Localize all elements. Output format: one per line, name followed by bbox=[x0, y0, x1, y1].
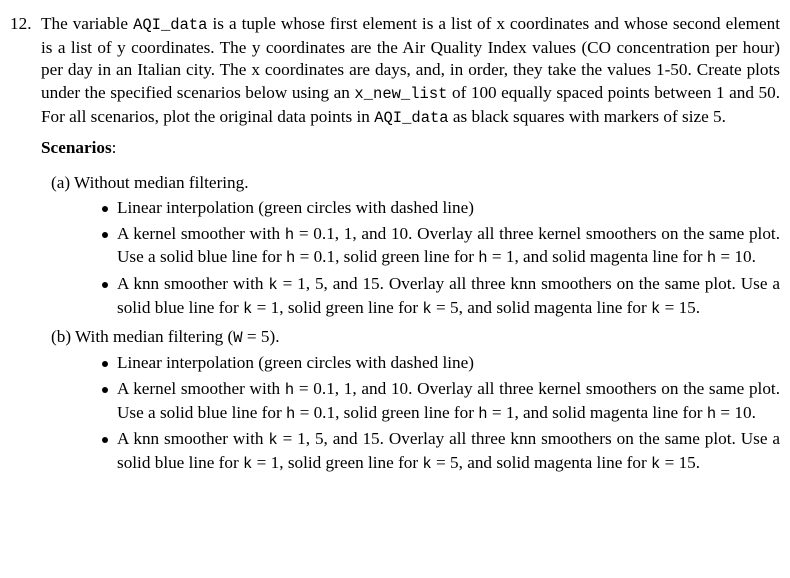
scenario-b-item-kernel: A kernel smoother with h = 0.1, 1, and 10. Overlay all three kernel smoothers on the same plot. Use a solid blue line for h = 0.1, solid green line for h = 1, and solid magenta line for h = 10. bbox=[117, 378, 780, 425]
scenarios-heading bbox=[41, 137, 780, 160]
scenario-a-item-kernel: A kernel smoother with h = 0.1, 1, and 10. Overlay all three kernel smoothers on the same plot. Use a solid blue line for h = 0.1, solid green line for h = 1, and solid magenta line for h = 10. bbox=[117, 223, 780, 270]
scenario-a bbox=[10, 172, 780, 320]
problem-intro: The variable AQI_data is a tuple whose first element is a list of x coordinates and whose second element is a list of y coordinates. The y coordinates are the Air Quality Index values (CO concentration per hour) per day in an Italian city. The x coordinates are days, and, in order, they take the values 1-50. Create plots under the specified scenarios below using an x_new_list of 100 equally spaced points between 1 and 50. For all scenarios, plot the original data points in AQI_data as black squares with markers of size 5. bbox=[41, 14, 780, 127]
code-token: k bbox=[243, 299, 253, 318]
code-token: h bbox=[284, 380, 295, 399]
code-token: k bbox=[422, 299, 432, 318]
code-token: k bbox=[243, 454, 253, 473]
scenario-a-list bbox=[10, 197, 780, 321]
code-token: h bbox=[706, 249, 717, 268]
code-token: k bbox=[650, 454, 661, 473]
code-token: h bbox=[284, 225, 295, 244]
scenario-b-label: (b) With median filtering (W = 5). bbox=[51, 327, 280, 348]
scenario-a-label: (a) Without median filtering. bbox=[51, 173, 249, 193]
code-token: h bbox=[478, 249, 488, 268]
scenario-b-item-knn: A knn smoother with k = 1, 5, and 15. Overlay all three knn smoothers on the same plot. Use a solid blue line for k = 1, solid green line for k = 5, and solid magenta line for k = 15. bbox=[117, 428, 780, 475]
code-token: W bbox=[233, 329, 243, 348]
scenario-b-list bbox=[10, 352, 780, 476]
scenario-a-item-linear: Linear interpolation (green circles with dashed line) bbox=[117, 197, 780, 220]
code-token: h bbox=[285, 404, 296, 423]
scenario-b-item-linear: Linear interpolation (green circles with dashed line) bbox=[117, 352, 780, 375]
code-token: k bbox=[268, 276, 278, 295]
code-token: k bbox=[268, 431, 278, 450]
code-token: h bbox=[478, 404, 488, 423]
code-token: k bbox=[422, 454, 432, 473]
problem-12 bbox=[10, 13, 780, 479]
code-token: AQI_data bbox=[133, 16, 208, 34]
code-token: x_new_list bbox=[354, 85, 448, 104]
scenario-b bbox=[10, 326, 780, 475]
problem-number: 12. bbox=[10, 14, 32, 33]
code-token: h bbox=[706, 404, 717, 423]
code-token: h bbox=[285, 249, 296, 268]
scenario-a-item-knn: A knn smoother with k = 1, 5, and 15. Overlay all three knn smoothers on the same plot. Use a solid blue line for k = 1, solid green line for k = 5, and solid magenta line for k = 15. bbox=[117, 273, 780, 320]
scenarios-heading-text: Scenarios bbox=[41, 137, 112, 157]
code-token: k bbox=[650, 299, 661, 318]
code-token: AQI_data bbox=[374, 108, 449, 127]
scenarios-heading-colon: : bbox=[111, 137, 117, 157]
